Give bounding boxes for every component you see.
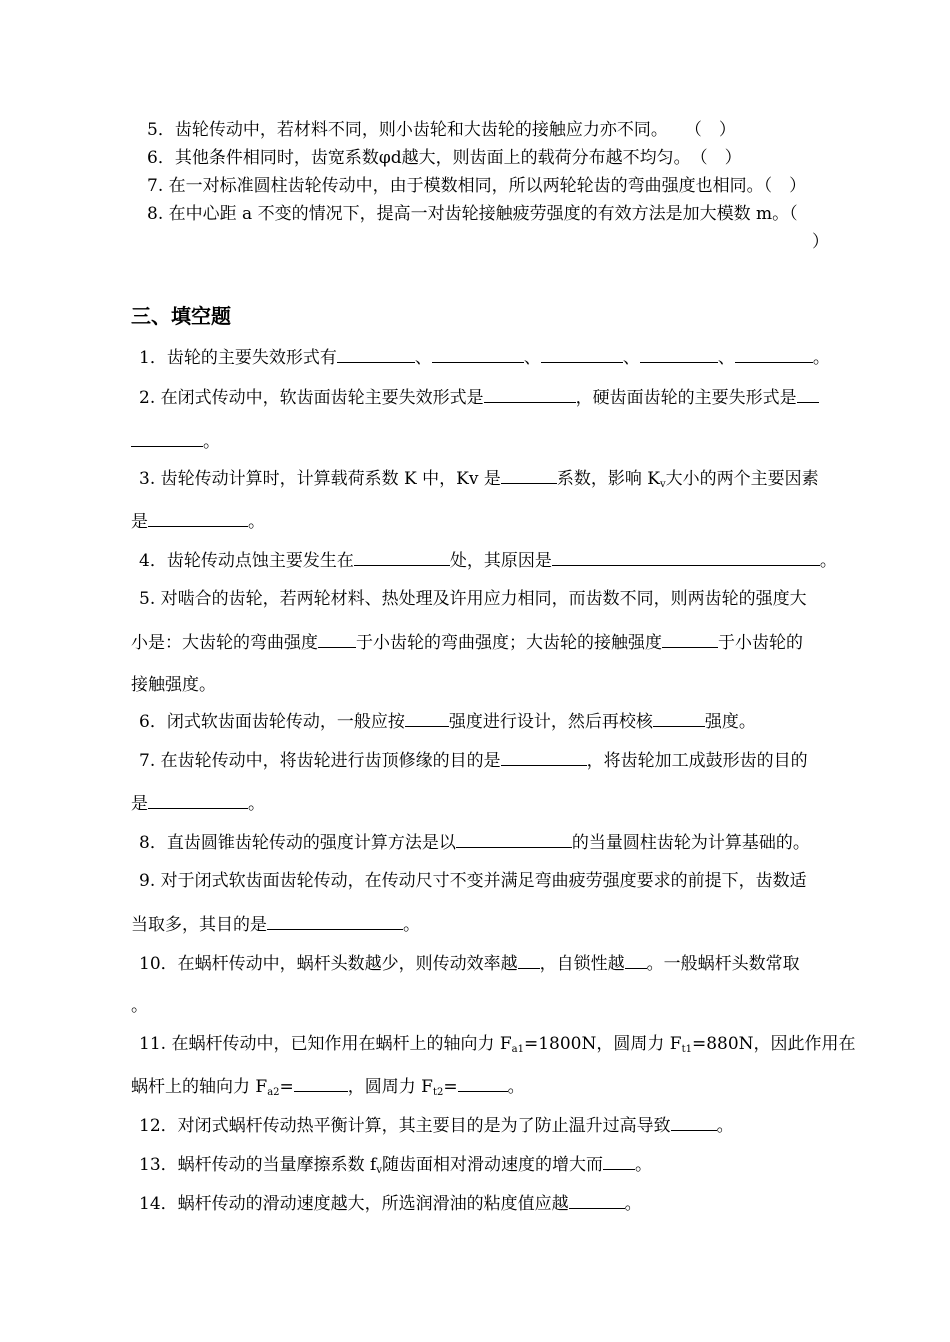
question-5-cont: 小是：大齿轮的弯曲强度 于小齿轮的弯曲强度；大齿轮的接触强度 于小齿轮的	[131, 633, 803, 653]
answer-blank[interactable]	[797, 386, 819, 403]
answer-blank[interactable]	[148, 792, 248, 809]
question-3-cont: 是 。	[131, 512, 265, 532]
answer-blank[interactable]	[671, 1114, 717, 1131]
answer-blank[interactable]	[148, 510, 248, 527]
answer-blank[interactable]	[640, 346, 718, 363]
answer-blank[interactable]	[432, 346, 524, 363]
judgment-item-8: 8. 在中心距 a 不变的情况下，提高一对齿轮接触疲劳强度的有效方法是加大模数 m。（	[147, 204, 798, 224]
answer-blank[interactable]	[456, 831, 572, 848]
answer-blank[interactable]	[653, 710, 705, 727]
answer-blank[interactable]	[354, 549, 450, 566]
question-6: 6．闭式软齿面齿轮传动，一般应按 强度进行设计，然后再校核 强度。	[139, 712, 756, 732]
judgment-item-5: 5．齿轮传动中，若材料不同，则小齿轮和大齿轮的接触应力亦不同。 （ ）	[147, 120, 736, 140]
answer-blank[interactable]	[484, 386, 576, 403]
question-2: 2. 在闭式传动中，软齿面齿轮主要失效形式是 ，硬齿面齿轮的主要失形式是	[139, 386, 819, 409]
question-1: 1．齿轮的主要失效形式有 、 、 、 、 。	[139, 348, 830, 368]
answer-blank[interactable]	[405, 710, 449, 727]
answer-blank[interactable]	[294, 1075, 348, 1092]
answer-blank[interactable]	[318, 631, 356, 648]
question-7-cont: 是 。	[131, 794, 265, 814]
question-9-cont: 当取多，其目的是 。	[131, 915, 420, 935]
section-title: 三、填空题	[131, 304, 231, 328]
judgment-item-6: 6．其他条件相同时，齿宽系数φd越大，则齿面上的载荷分布越不均匀。 （ ）	[147, 148, 742, 168]
answer-blank[interactable]	[541, 346, 623, 363]
question-11: 11. 在蜗杆传动中，已知作用在蜗杆上的轴向力 $F_{a1}=1800N$，圆周力 $F_{t1}=880N$，因此作用在	[139, 1034, 856, 1055]
question-9: 9. 对于闭式软齿面齿轮传动，在传动尺寸不变并满足弯曲疲劳强度要求的前提下，齿数适	[139, 871, 807, 891]
answer-blank[interactable]	[735, 346, 813, 363]
answer-blank[interactable]	[501, 749, 587, 766]
answer-blank[interactable]	[662, 631, 718, 648]
judgment-item-7: 7. 在一对标准圆柱齿轮传动中，由于模数相同，所以两轮轮齿的弯曲强度也相同。（ ）	[147, 176, 807, 196]
question-13: 13．蜗杆传动的当量摩擦系数 $f_v$随齿面相对滑动速度的增大而 。	[139, 1155, 652, 1176]
question-8: 8．直齿圆锥齿轮传动的强度计算方法是以 的当量圆柱齿轮为计算基础的。	[139, 833, 810, 853]
answer-blank[interactable]	[131, 430, 203, 447]
answer-blank[interactable]	[603, 1153, 635, 1170]
answer-blank[interactable]	[569, 1192, 625, 1209]
question-10: 10．在蜗杆传动中，蜗杆头数越少，则传动效率越 ，自锁性越 。一般蜗杆头数常取	[139, 954, 800, 974]
answer-blank[interactable]	[267, 913, 403, 930]
question-5-cont2: 接触强度。	[131, 675, 216, 695]
question-12: 12．对闭式蜗杆传动热平衡计算，其主要目的是为了防止温升过高导致 。	[139, 1116, 734, 1136]
answer-blank[interactable]	[337, 346, 415, 363]
answer-blank[interactable]	[501, 467, 557, 484]
question-3: 3. 齿轮传动计算时，计算载荷系数 K 中，Kv 是 系数，影响 $K_v$大小的两个主要因素	[139, 469, 819, 490]
answer-blank[interactable]	[625, 952, 647, 969]
question-10-cont: 。	[131, 996, 148, 1016]
judgment-item-8-close-paren: ）	[812, 232, 829, 252]
question-4: 4．齿轮传动点蚀主要发生在 处，其原因是 。	[139, 551, 837, 571]
question-11-cont: 蜗杆上的轴向力 $F_{a2}=$ ，圆周力 $F_{t2}=$ 。	[131, 1077, 525, 1098]
question-5: 5. 对啮合的齿轮，若两轮材料、热处理及许用应力相同，而齿数不同，则两齿轮的强度大	[139, 589, 807, 609]
question-2-cont: 。	[131, 430, 220, 453]
question-7: 7. 在齿轮传动中，将齿轮进行齿顶修缘的目的是 ，将齿轮加工成鼓形齿的目的	[139, 751, 808, 771]
question-14: 14．蜗杆传动的滑动速度越大，所选润滑油的粘度值应越 。	[139, 1194, 642, 1214]
answer-blank[interactable]	[518, 952, 540, 969]
answer-blank[interactable]	[458, 1075, 508, 1092]
answer-blank[interactable]	[552, 549, 820, 566]
